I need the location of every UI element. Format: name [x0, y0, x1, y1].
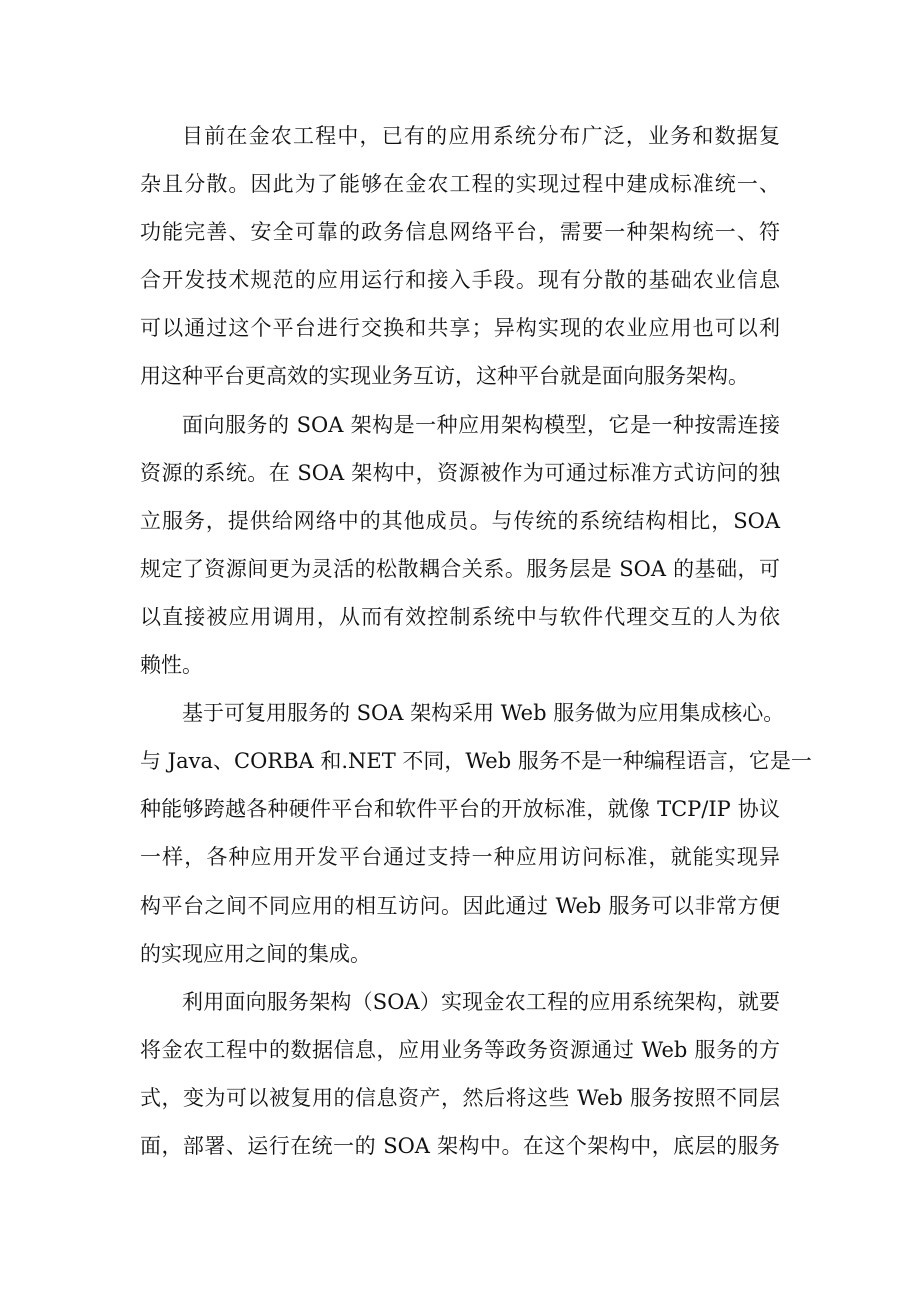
paragraph-4: [140, 978, 780, 1170]
paragraph-line: 与 Java、CORBA 和.NET 不同，Web 服务不是一种编程语言，它是一: [140, 749, 812, 774]
paragraph-line: 以直接被应用调用，从而有效控制系统中与软件代理交互的人为依: [140, 604, 780, 629]
paragraph-line: 种能够跨越各种硬件平台和软件平台的开放标准，就像 TCP/IP 协议: [140, 797, 780, 822]
paragraph-line: 基于可复用服务的 SOA 架构采用 Web 服务做为应用集成核心。: [182, 701, 785, 726]
paragraph-line: 的实现应用之间的集成。: [140, 941, 371, 966]
paragraph-line: 合开发技术规范的应用运行和接入手段。现有分散的基础农业信息: [140, 268, 780, 293]
paragraph-1: [140, 112, 780, 401]
paragraph-line: 用这种平台更高效的实现业务互访，这种平台就是面向服务架构。: [140, 364, 749, 389]
paragraph-line: 将金农工程中的数据信息，应用业务等政务资源通过 Web 服务的方: [140, 1037, 780, 1062]
paragraph-line: 杂且分散。因此为了能够在金农工程的实现过程中建成标准统一、: [140, 172, 780, 197]
paragraph-line: 功能完善、安全可靠的政务信息网络平台，需要一种架构统一、符: [140, 220, 780, 245]
paragraph-line: 面向服务的 SOA 架构是一种应用架构模型，它是一种按需连接: [182, 412, 780, 437]
paragraph-line: 规定了资源间更为灵活的松散耦合关系。服务层是 SOA 的基础，可: [140, 556, 780, 581]
paragraph-line: 构平台之间不同应用的相互访问。因此通过 Web 服务可以非常方便: [140, 893, 780, 918]
paragraph-line: 可以通过这个平台进行交换和共享；异构实现的农业应用也可以利: [140, 316, 780, 341]
paragraph-line: 赖性。: [140, 653, 203, 678]
paragraph-line: 式，变为可以被复用的信息资产，然后将这些 Web 服务按照不同层: [140, 1085, 780, 1110]
paragraph-3: [140, 689, 812, 978]
paragraph-line: 立服务，提供给网络中的其他成员。与传统的系统结构相比，SOA: [140, 508, 780, 533]
paragraph-line: 目前在金农工程中，已有的应用系统分布广泛，业务和数据复: [182, 124, 780, 148]
paragraph-line: 利用面向服务架构（SOA）实现金农工程的应用系统架构，就要: [182, 989, 780, 1014]
paragraph-2: [140, 401, 780, 690]
document-body: [140, 112, 812, 1170]
paragraph-line: 一样，各种应用开发平台通过支持一种应用访问标准，就能实现异: [140, 845, 780, 870]
paragraph-line: 面，部署、运行在统一的 SOA 架构中。在这个架构中，底层的服务: [140, 1133, 780, 1158]
paragraph-line: 资源的系统。在 SOA 架构中，资源被作为可通过标准方式访问的独: [140, 460, 780, 485]
